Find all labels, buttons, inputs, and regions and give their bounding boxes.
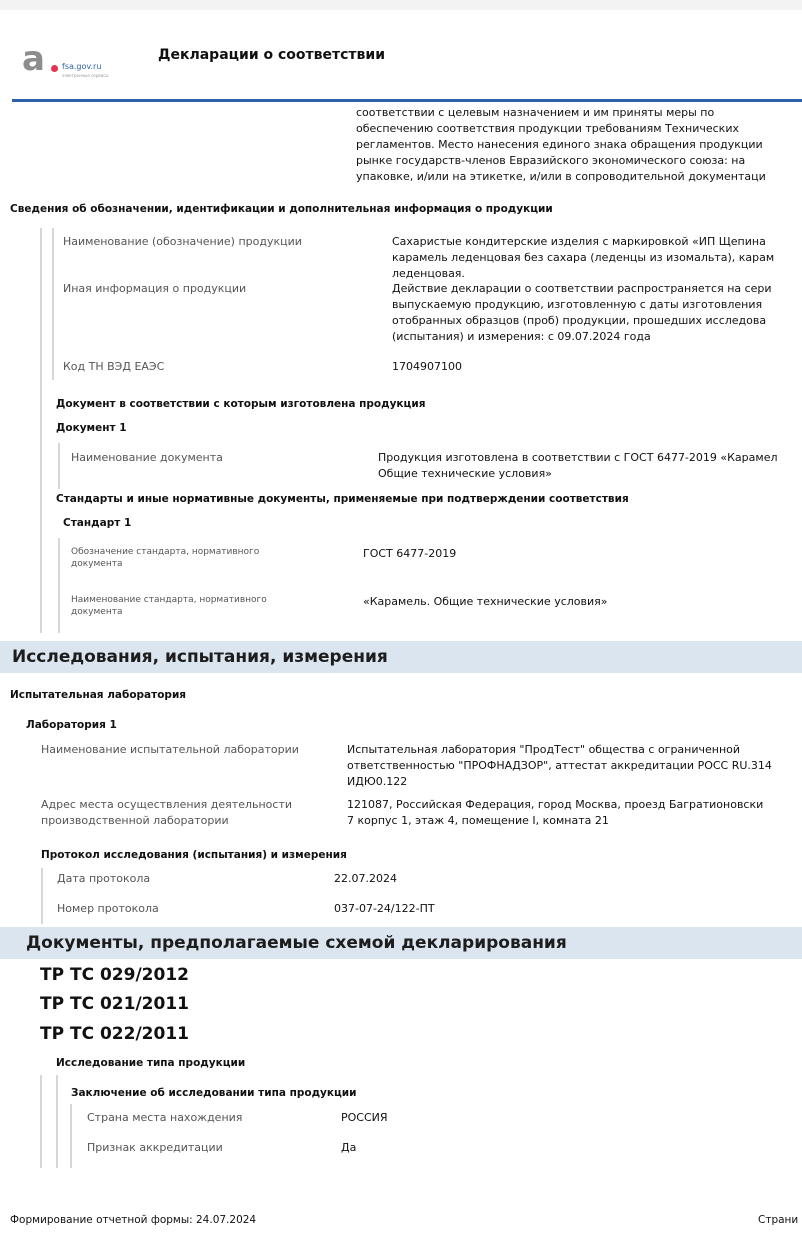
lab-name-label: Наименование испытательной лаборатории [41, 743, 299, 756]
page-title: Декларации о соответствии [158, 47, 386, 63]
logo-mark-icon: a [22, 39, 45, 79]
intro-line: соответствии с целевым назначением и им приняты меры по [356, 106, 715, 119]
top-strip [0, 0, 802, 10]
other-info-value [392, 281, 802, 345]
section-guide-line [70, 1104, 72, 1168]
section-guide-line [41, 868, 43, 924]
intro-text [356, 105, 802, 185]
accreditation-label: Признак аккредитации [87, 1141, 223, 1154]
page-number-label: Страни [758, 1214, 799, 1226]
section-guide-line [40, 228, 42, 633]
value-line: 121087, Российская Федерация, город Москва, проезд Багратионовски [347, 798, 764, 811]
protocol-number-value: 037-07-24/122-ПТ [334, 902, 435, 915]
value-line: Действие декларации о соответствии распространяется на сери [392, 282, 772, 295]
standard-name-value: «Карамель. Общие технические условия» [363, 595, 608, 608]
logo-dot-icon [51, 65, 58, 72]
value-line: леденцовая. [392, 267, 465, 280]
label-line: Наименование стандарта, нормативного [71, 595, 267, 605]
intro-line: регламентов. Место нанесения единого знака обращения продукции [356, 138, 763, 151]
value-line: отобранных образцов (проб) продукции, прошедших исследова [392, 314, 767, 327]
product-name-label: Наименование (обозначение) продукции [63, 235, 302, 248]
regulation-item: ТР ТС 029/2012 [40, 965, 189, 985]
label-line: документа [71, 607, 123, 617]
logo-text: fsa.gov.ru [62, 62, 102, 71]
label-line: документа [71, 559, 123, 569]
standard-name-label [71, 594, 267, 618]
lab-title: Лаборатория 1 [26, 719, 117, 731]
section-guide-line [40, 1075, 42, 1168]
standard-designation-value: ГОСТ 6477-2019 [363, 547, 457, 560]
value-line: (испытания) и измерения: с 09.07.2024 года [392, 330, 651, 343]
country-value: РОССИЯ [341, 1111, 388, 1124]
type-study-heading: Исследование типа продукции [56, 1057, 246, 1069]
research-band [0, 641, 802, 673]
conclusion-heading: Заключение об исследовании типа продукции [71, 1087, 357, 1099]
regulation-item: ТР ТС 022/2011 [40, 1024, 189, 1044]
value-line: карамель леденцовая без сахара (леденцы из изомальта), карам [392, 251, 775, 264]
value-line: Общие технические условия» [378, 467, 552, 480]
section-guide-line [58, 443, 60, 489]
product-info-heading: Сведения об обозначении, идентификации и дополнительная информация о продукции [10, 203, 553, 215]
lab-heading: Испытательная лаборатория [10, 689, 187, 701]
tnved-value: 1704907100 [392, 360, 462, 373]
document-title: Документ 1 [56, 422, 127, 434]
scheme-docs-band-title: Документы, предполагаемые схемой декларирования [26, 933, 567, 953]
documents-heading: Документ в соответствии с которым изготовлена продукция [56, 398, 426, 410]
other-info-label: Иная информация о продукции [63, 282, 247, 295]
logo-subtitle: электронные сервисы [62, 73, 109, 78]
document-name-value [378, 450, 802, 482]
protocol-heading: Протокол исследования (испытания) и измерения [41, 849, 347, 861]
fsa-logo[interactable] [22, 39, 142, 86]
protocol-date-label: Дата протокола [57, 872, 151, 885]
intro-line: рынке государств-членов Евразийского экономического союза: на [356, 154, 746, 167]
lab-name-value [347, 742, 802, 790]
tnved-label: Код ТН ВЭД ЕАЭС [63, 360, 165, 373]
header-divider [12, 99, 802, 102]
product-name-value [392, 234, 802, 282]
standard-title: Стандарт 1 [63, 517, 132, 529]
label-line: производственной лаборатории [41, 814, 229, 827]
accreditation-value: Да [341, 1141, 357, 1154]
lab-address-label [41, 797, 292, 829]
value-line: Продукция изготовлена в соответствии с ГОСТ 6477-2019 «Карамел [378, 451, 778, 464]
value-line: выпускаемую продукцию, изготовленную с даты изготовления [392, 298, 763, 311]
protocol-number-label: Номер протокола [57, 902, 159, 915]
intro-line: обеспечению соответствия продукции требованиям Технических [356, 122, 739, 135]
country-label: Страна места нахождения [87, 1111, 243, 1124]
value-line: Сахаристые кондитерские изделия с маркировкой «ИП Щепина [392, 235, 766, 248]
label-line: Адрес места осуществления деятельности [41, 798, 292, 811]
scheme-docs-band [0, 927, 802, 959]
value-line: ИДЮ0.122 [347, 775, 408, 788]
value-line: Испытательная лаборатория "ПродТест" общества с ограниченной [347, 743, 741, 756]
lab-address-value [347, 797, 802, 829]
section-guide-line [56, 1075, 58, 1168]
label-line: Обозначение стандарта, нормативного [71, 547, 260, 557]
page-header [0, 10, 802, 102]
regulation-item: ТР ТС 021/2011 [40, 994, 189, 1014]
report-generated-date: Формирование отчетной формы: 24.07.2024 [10, 1214, 257, 1226]
standard-designation-label [71, 546, 259, 570]
research-band-title: Исследования, испытания, измерения [12, 647, 388, 667]
intro-line: упаковке, и/или на этикетке, и/или в сопроводительной документаци [356, 170, 766, 183]
protocol-date-value: 22.07.2024 [334, 872, 397, 885]
section-guide-line [52, 228, 54, 380]
section-guide-line [58, 538, 60, 633]
value-line: 7 корпус 1, этаж 4, помещение I, комната 21 [347, 814, 609, 827]
value-line: ответственностью "ПРОФНАДЗОР", аттестат аккредитации РОСС RU.314 [347, 759, 772, 772]
document-name-label: Наименование документа [71, 451, 223, 464]
standards-heading: Стандарты и иные нормативные документы, применяемые при подтверждении соответствия [56, 493, 629, 505]
